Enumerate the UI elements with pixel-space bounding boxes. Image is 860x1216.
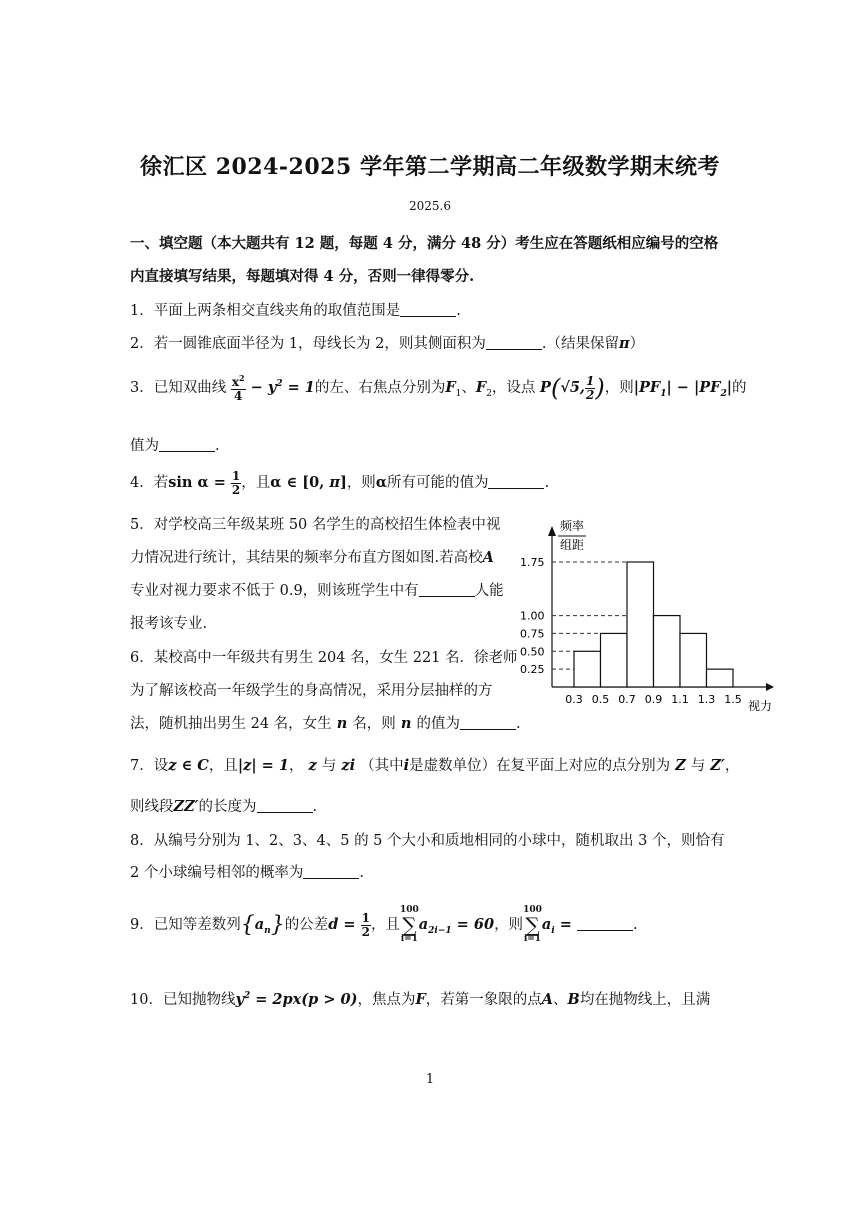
question-4-then: ，则 <box>346 475 376 492</box>
distance-formula: $|PF_1| - |PF_2|$ <box>633 379 733 399</box>
question-5-school-label: A <box>482 549 494 566</box>
question-4-pre: 4．若 <box>130 475 169 492</box>
question-3-line2: 值为 <box>130 438 159 454</box>
question-10-and: 、 <box>553 992 568 1008</box>
question-9-pre: 9．已知等差数列 <box>130 917 241 933</box>
section-instructions-line2: 内直接填写结果，每题填对得 4 分，否则一律得零分. <box>130 268 475 285</box>
question-8-line1: 8．从编号分别为 1、2、3、4、5 的 5 个大小和质地相同的小球中，随机取出 3 个，则恰有 <box>130 833 725 849</box>
question-9-then: ，则 <box>494 917 524 933</box>
answer-blank <box>486 335 542 350</box>
question-8-end: . <box>359 865 364 881</box>
question-5-line3-end: 人能 <box>474 583 504 599</box>
question-7-line2-mid: 的长度为 <box>198 799 257 815</box>
question-3-p: ，设点 <box>491 380 536 397</box>
histogram-bar <box>574 651 601 687</box>
y-axis-arrow <box>548 526 556 536</box>
question-6-line1: 6．某校高中一年级共有男生 204 名，女生 221 名．徐老师 <box>130 650 518 666</box>
question-6-line3-post: 的值为 <box>416 716 460 732</box>
question-6-line3-text: 法，随机抽出男生 24 名，女生 <box>130 716 332 732</box>
question-5-line3-text: 专业对视力要求不低于 0.9，则该班学生中有 <box>130 583 419 599</box>
question-2-close: ） <box>629 336 645 352</box>
question-5-line3 <box>130 579 504 600</box>
y-axis-label-top: 频率 <box>560 519 585 533</box>
question-3-post: 的 <box>732 380 747 397</box>
question-3-end: . <box>215 438 220 454</box>
page-number: 1 <box>425 1072 435 1087</box>
question-9-mid: 的公差 <box>284 917 329 933</box>
vision-histogram <box>518 512 778 722</box>
y-tick-label: 0.50 <box>520 645 545 659</box>
question-4-post: 所有可能的值为 <box>386 475 489 492</box>
sine-formula: sin α = $\frac{1}{2}$ <box>168 469 241 497</box>
question-1 <box>130 299 461 320</box>
hyperbola-formula: $\frac{x^2}{4}$ − $y^2 = 1$ <box>231 373 315 403</box>
answer-blank <box>419 582 475 597</box>
answer-blank <box>400 302 456 317</box>
question-5-line1: 5．对学校高三年级某班 50 名学生的高校招生体检表中视 <box>130 517 501 533</box>
question-7-comma: ， <box>288 758 304 774</box>
question-5-line2 <box>130 546 494 567</box>
question-6-line2: 为了解该校高一年级学生的身高情况，采用分层抽样的方 <box>130 683 493 699</box>
question-5-line4: 报考该专业. <box>130 616 208 632</box>
question-7-end: . <box>312 799 318 815</box>
question-10-pre: 10．已知抛物线 <box>130 992 236 1008</box>
question-7-with: 与 <box>321 758 337 774</box>
question-6-line3: 法，随机抽出男生 24 名，女生 n 名，则 n 的值为 . <box>130 715 521 732</box>
histogram-bar <box>680 633 707 687</box>
question-2-text: 2．若一圆锥底面半径为 1，母线长为 2，则其侧面积为 <box>130 336 486 352</box>
section-instructions-line1: 一、填空题（本大题共有 12 题，每题 4 分，满分 48 分）考生应在答题纸相应编号的空格 <box>130 235 719 252</box>
question-5-line2-text: 力情况进行统计，其结果的频率分布直方图如图.若高校 <box>130 550 483 566</box>
question-3-mid: 的左、右焦点分别为 <box>314 380 446 397</box>
histogram-bar <box>601 633 628 687</box>
question-3: 3．已知双曲线 $\frac{x^2}{4}$ − $y^2 = 1$的左、右焦点分别为$F_1$、$F_2$，设点 P(√5, $\frac{1}{2}$ )，则$|PF_1| - |PF_2|$的 <box>130 373 747 403</box>
page-title: 徐汇区 2024-2025 学年第二学期高二年级数学期末统考 <box>140 154 720 180</box>
question-6-end: . <box>515 716 521 732</box>
question-4-end: . <box>544 475 550 492</box>
question-8-line2 <box>130 861 364 882</box>
exam-date: 2025.6 <box>409 199 451 213</box>
x-tick-label: 0.7 <box>618 693 636 706</box>
question-7-paren: （其中 <box>360 758 404 774</box>
answer-blank <box>577 916 633 931</box>
y-tick-label: 0.75 <box>520 627 545 641</box>
x-tick-label: 0.9 <box>644 693 663 706</box>
answer-blank <box>257 798 313 813</box>
question-7-pre: 7．设 <box>130 758 169 774</box>
question-4-and: ，且 <box>241 475 271 492</box>
x-tick-label: 0.3 <box>565 693 583 706</box>
y-tick-label: 1.00 <box>520 609 545 623</box>
question-3-pre: 3．已知双曲线 <box>130 380 227 397</box>
x-tick-label: 1.1 <box>671 693 689 706</box>
histogram-bar <box>707 669 734 687</box>
question-10-tail: 均在抛物线上，且满 <box>579 992 711 1008</box>
question-7-line2: 则线段ZZ′的长度为 . <box>130 798 318 815</box>
question-7-and: ，且 <box>208 758 238 774</box>
answer-blank <box>303 864 359 879</box>
answer-blank <box>159 437 215 452</box>
question-9-end: . <box>632 917 638 933</box>
y-tick-label: 0.25 <box>520 663 545 677</box>
question-1-end: . <box>456 303 461 319</box>
answer-blank <box>488 474 544 489</box>
question-2-pi: π <box>619 335 630 352</box>
y-tick-label: 1.75 <box>520 556 545 569</box>
question-1-text: 1．平面上两条相交直线夹角的取值范围是 <box>130 303 401 319</box>
question-7-line2-pre: 则线段 <box>130 799 174 815</box>
answer-blank <box>460 715 516 730</box>
histogram-bar <box>627 562 654 687</box>
question-3-then: ，则 <box>604 380 634 397</box>
x-axis-arrow <box>766 683 774 691</box>
question-3-continued <box>130 434 220 455</box>
interval-formula: α ∈ [0, π] <box>270 474 347 492</box>
y-axis-label-bottom: 组距 <box>560 538 585 552</box>
point-p-formula: P(√5, $\frac{1}{2}$ ) <box>540 374 605 403</box>
question-6-line3-mid: 名，则 <box>352 716 396 732</box>
question-10-post: ，若第一象限的点 <box>425 992 542 1008</box>
question-7-line1: 7．设z ∈ C，且|z| = 1， z 与 zi （其中i是虚数单位）在复平面上对应的点分别为 Z 与 Z′， <box>130 757 740 774</box>
question-4: 4．若sin α = $\frac{1}{2}$ ，且α ∈ [0, π]，则α所有可能的值为 . <box>130 469 550 497</box>
question-9: 9．已知等差数列$\{a_n\}$的公差d = $\frac{1}{2}$ ，且100 ∑ $i=1a_{2i-1} = 60$，则100 ∑ $i=1a_i$ = . <box>130 905 638 944</box>
question-9-and: ，且 <box>370 917 400 933</box>
x-axis-label: 视力 <box>748 699 773 713</box>
question-2-end: .（结果保留 <box>541 336 620 352</box>
question-10-mid: ，焦点为 <box>357 992 416 1008</box>
histogram-bar <box>654 616 681 687</box>
question-10: 10．已知抛物线$y^2 = 2px(p > 0)$，焦点为F，若第一象限的点A、B均在抛物线上，且满 <box>130 991 711 1008</box>
question-2 <box>130 332 644 353</box>
question-8-line2-text: 2 个小球编号相邻的概率为 <box>130 865 304 881</box>
x-tick-label: 1.3 <box>697 693 716 706</box>
question-7-with2: 与 <box>690 758 706 774</box>
x-tick-label: 1.5 <box>724 693 742 706</box>
question-7-mid: 是虚数单位）在复平面上对应的点分别为 <box>409 758 671 774</box>
x-tick-label: 0.5 <box>591 693 610 706</box>
